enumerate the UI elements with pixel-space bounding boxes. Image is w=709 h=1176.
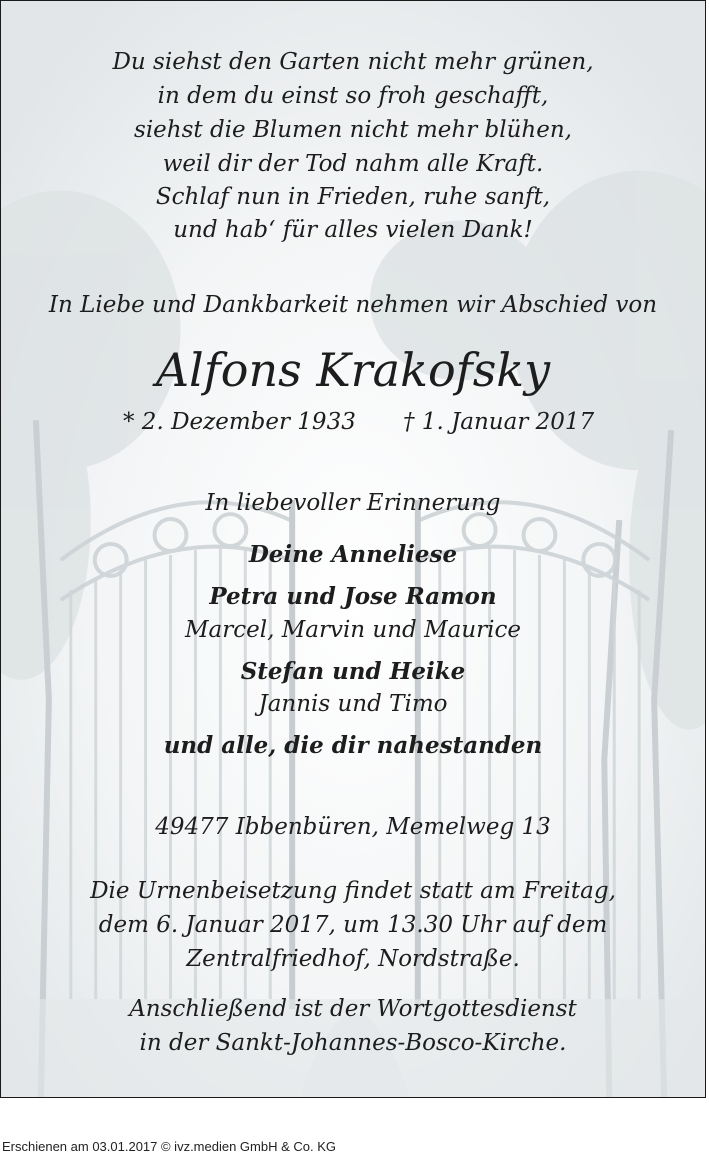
poem-line-5: Schlaf nun in Frieden, ruhe sanft, (155, 184, 551, 210)
deceased-name: Alfons Krakofsky (155, 343, 551, 397)
service-line-1: Anschließend ist der Wortgottesdienst (129, 996, 577, 1022)
mourner-3-children: Jannis und Timo (258, 691, 448, 717)
intro-line: In Liebe und Dankbarkeit nehmen wir Abschied von (48, 292, 658, 318)
poem-line-6: und hab‘ für alles vielen Dank! (173, 217, 533, 243)
mourner-2-children: Marcel, Marvin und Maurice (184, 617, 522, 643)
funeral-line-2: dem 6. Januar 2017, um 13.30 Uhr auf dem (98, 912, 608, 938)
death-date: † 1. Januar 2017 (403, 409, 595, 435)
memory-line: In liebevoller Erinnerung (205, 490, 501, 516)
poem-line-4: weil dir der Tod nahm alle Kraft. (162, 151, 544, 177)
funeral-line-3: Zentralfriedhof, Nordstraße. (186, 946, 520, 972)
mourner-2: Petra und Jose Ramon (209, 583, 497, 610)
address: 49477 Ibbenbüren, Memelweg 13 (155, 814, 551, 840)
poem-line-3: siehst die Blumen nicht mehr blühen, (134, 117, 572, 143)
poem-line-1: Du siehst den Garten nicht mehr grünen, (112, 49, 594, 75)
publication-footer: Erschienen am 03.01.2017 © ivz.medien GmbH & Co. KG (2, 1139, 337, 1154)
mourner-others: und alle, die dir nahestanden (163, 732, 543, 759)
poem-line-2: in dem du einst so froh geschafft, (157, 83, 549, 109)
mourner-3: Stefan und Heike (240, 658, 466, 685)
funeral-line-1: Die Urnenbeisetzung findet statt am Freitag, (90, 878, 616, 904)
birth-date: * 2. Dezember 1933 (123, 409, 356, 435)
service-line-2: in der Sankt-Johannes-Bosco-Kirche. (139, 1030, 567, 1056)
mourner-1: Deine Anneliese (248, 541, 458, 568)
